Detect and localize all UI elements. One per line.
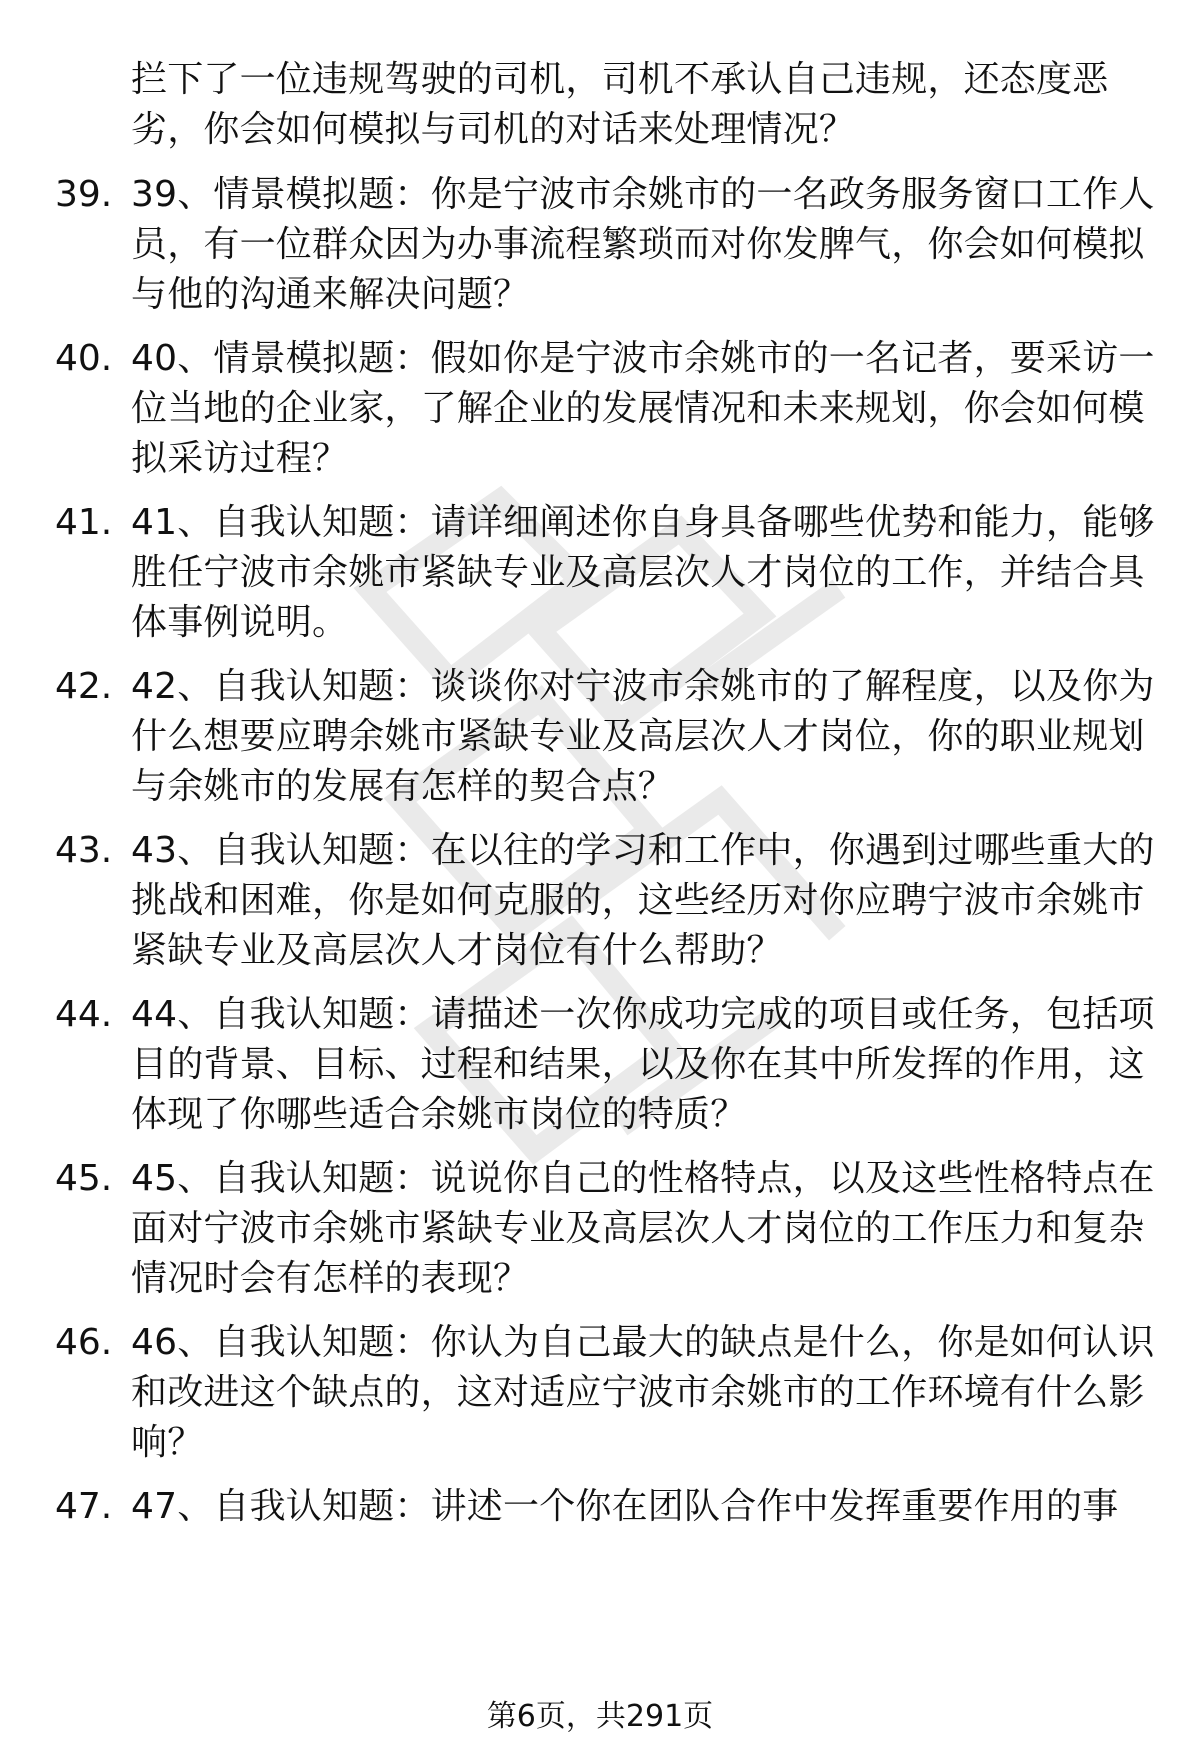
item-line: 响？ [131,1422,204,1463]
item-line: 面对宁波市余姚市紧缺专业及高层次人才岗位的工作压力和复杂 [131,1208,1145,1249]
item-line: 紧缺专业及高层次人才岗位有什么帮助？ [131,930,783,971]
item-number: 42. [55,666,113,707]
item-number: 45. [55,1158,113,1199]
item-line: 拟采访过程？ [131,438,349,479]
item-line: 体现了你哪些适合余姚市岗位的特质？ [131,1094,747,1135]
item-number: 46. [55,1322,113,1363]
item-line: 劣，你会如何模拟与司机的对话来处理情况？ [131,109,856,150]
item-number: 47. [55,1486,113,1527]
item-line: 情况时会有怎样的表现？ [131,1258,530,1299]
item-line: 45、自我认知题：说说你自己的性格特点，以及这些性格特点在 [131,1158,1155,1199]
item-number: 39. [55,174,113,215]
item-line: 挑战和困难，你是如何克服的，这些经历对你应聘宁波市余姚市 [131,880,1145,921]
item-line: 目的背景、目标、过程和结果，以及你在其中所发挥的作用，这 [131,1044,1145,1085]
item-line: 员，有一位群众因为办事流程繁琐而对你发脾气，你会如何模拟 [131,224,1145,265]
item-number: 44. [55,994,113,1035]
item-line: 44、自我认知题：请描述一次你成功完成的项目或任务，包括项 [131,994,1155,1035]
page-number-footer: 第6页，共291页 [486,1699,714,1734]
item-line: 43、自我认知题：在以往的学习和工作中，你遇到过哪些重大的 [131,830,1155,871]
item-number: 43. [55,830,113,871]
item-line: 41、自我认知题：请详细阐述你自身具备哪些优势和能力，能够 [131,502,1155,543]
item-line: 胜任宁波市余姚市紧缺专业及高层次人才岗位的工作，并结合具 [131,552,1145,593]
item-line: 与余姚市的发展有怎样的契合点？ [131,766,675,807]
item-line: 46、自我认知题：你认为自己最大的缺点是什么，你是如何认识 [131,1322,1155,1363]
item-line: 拦下了一位违规驾驶的司机，司机不承认自己违规，还态度恶 [131,59,1109,100]
item-line: 39、情景模拟题：你是宁波市余姚市的一名政务服务窗口工作人 [131,174,1155,215]
item-line: 和改进这个缺点的，这对适应宁波市余姚市的工作环境有什么影 [131,1372,1145,1413]
item-line: 47、自我认知题：讲述一个你在团队合作中发挥重要作用的事 [131,1486,1119,1527]
item-line: 40、情景模拟题：假如你是宁波市余姚市的一名记者，要采访一 [131,338,1155,379]
item-number: 40. [55,338,113,379]
item-line: 与他的沟通来解决问题？ [131,274,530,315]
item-line: 42、自我认知题：谈谈你对宁波市余姚市的了解程度，以及你为 [131,666,1155,707]
item-line: 什么想要应聘余姚市紧缺专业及高层次人才岗位，你的职业规划 [131,716,1145,757]
item-line: 体事例说明。 [131,602,349,643]
item-line: 位当地的企业家，了解企业的发展情况和未来规划，你会如何模 [131,388,1145,429]
item-number: 41. [55,502,113,543]
